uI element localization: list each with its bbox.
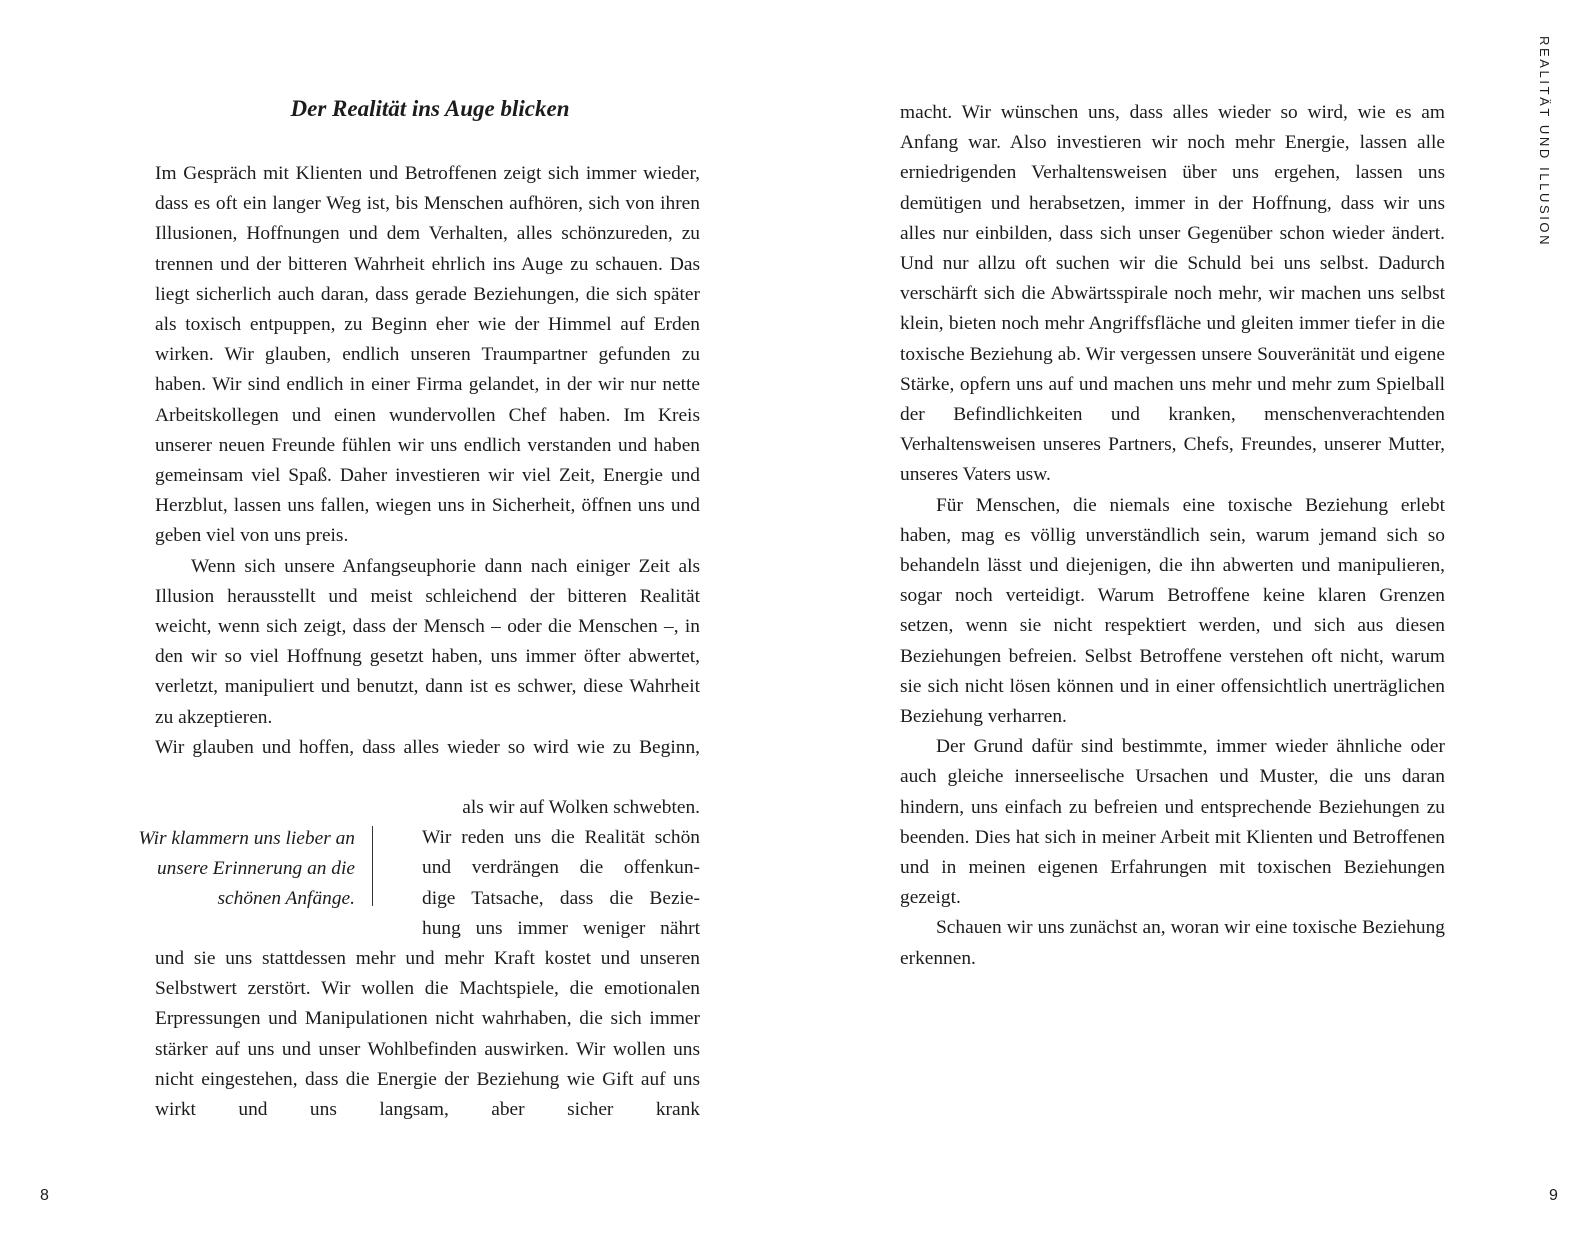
wrapped-line: Wir reden uns die Realität schön: [422, 827, 700, 849]
wrapped-line: dige Tatsache, dass die Bezie-: [422, 887, 700, 909]
paragraph: Wenn sich unsere Anfangseuphorie dann nach einiger Zeit als Illusion herausstellt und meist schleichend der bitteren Realität weicht, wenn sich zeigt, dass der Mensch – oder die Menschen –, in den wir so viel Hoffnung gesetzt haben, uns immer öfter abwertet, verletzt, manipuliert und benutzt, dann ist es schwer, diese Wahrheit zu akzeptieren.: [155, 555, 700, 728]
right-page: [797, 0, 1594, 1240]
page-number: 8: [40, 1187, 49, 1204]
paragraph-start: Wir glauben und hoffen, dass alles wieder so wird wie zu Beginn,: [155, 736, 700, 758]
wrapped-line: und verdrängen die offenkun-: [422, 857, 700, 879]
pull-quote-line: unsere Erinnerung an die: [156, 858, 355, 880]
paragraph: Für Menschen, die niemals eine toxische Beziehung erlebt haben, mag es völlig unverständlich sein, warum jemand sich so behandeln lässt und diejenigen, die ihn abwerten und manipulieren, sogar noch verteidigt. Warum Betroffene keine klaren Grenzen setzen, wenn sie nicht respektiert werden, und sich aus diesen Beziehungen befreien. Selbst Betroffene verstehen oft nicht, warum sie sich nicht lösen können und in einer offensichtlich unerträglichen Beziehung verharren.: [900, 494, 1445, 728]
section-heading: Der Realität ins Auge blicken: [290, 96, 570, 121]
paragraph: Schauen wir uns zunächst an, woran wir eine toxische Beziehung erkennen.: [900, 917, 1445, 969]
wrapped-line: hung uns immer weniger nährt: [422, 917, 700, 939]
right-body: [900, 98, 1445, 974]
paragraph-continued: und sie uns stattdessen mehr und mehr Kraft kostet und unseren Selbstwert zerstört. Wir wollen die Machtspiele, die emotionalen Erpressungen und Manipulationen nicht wahrhaben, die sich immer stärker auf uns und unser Wohlbefinden auswirken. Wir wollen uns nicht eingestehen, dass die Energie der Beziehung wie Gift auf uns wirkt und uns langsam, aber sicher krank: [155, 948, 700, 1121]
pull-quote-line: Wir klammern uns lieber an: [138, 828, 355, 849]
pull-quote-line: schönen Anfänge.: [217, 888, 355, 910]
wrapped-text-column: [422, 793, 700, 944]
wrapped-line: als wir auf Wolken schwebten.: [462, 797, 700, 818]
paragraph: Der Grund dafür sind bestimmte, immer wieder ähnliche oder auch gleiche innerseelische Ursachen und Muster, die uns daran hindern, uns einfach zu befreien und entsprechende Beziehungen zu beenden. Dies hat sich in meiner Arbeit mit Klienten und Betroffenen und in meinen eigenen Erfahrungen mit toxischen Beziehungen gezeigt.: [900, 736, 1445, 909]
paragraph: Im Gespräch mit Klienten und Betroffenen zeigt sich immer wieder, dass es oft ein langer Weg ist, bis Menschen aufhören, sich von ihren Illusionen, Hoffnungen und dem Verhalten, alles schönzureden, zu trennen und der bitteren Wahrheit ehrlich ins Auge zu schauen. Das liegt sicherlich auch daran, dass gerade Beziehungen, die sich später als toxisch entpuppen, zu Beginn eher wie der Himmel auf Erden wirken. Wir glauben, endlich unseren Traumpartner gefunden zu haben. Wir sind endlich in einer Firma gelandet, in der wir nur nette Arbeitskollegen und einen wundervollen Chef haben. Im Kreis unserer neuen Freunde fühlen wir uns endlich verstanden und haben gemeinsam viel Spaß. Daher investieren wir viel Zeit, Energie und Herzblut, lassen uns fallen, wiegen uns in Sicherheit, öffnen uns und geben viel von uns preis.: [155, 163, 700, 547]
left-body-top: [155, 159, 700, 763]
left-body-bottom: [155, 944, 700, 1125]
running-head: REALITÄT UND ILLUSION: [1537, 36, 1552, 248]
pull-quote-rule: [372, 826, 373, 906]
page-number: 9: [1549, 1187, 1558, 1204]
paragraph: macht. Wir wünschen uns, dass alles wieder so wird, wie es am Anfang war. Also investieren wir noch mehr Energie, lassen alle erniedrigenden Verhaltensweisen über uns ergehen, lassen uns demütigen und herabsetzen, immer in der Hoffnung, dass wir uns alles nur einbilden, dass sich unser Gegenüber schon wieder ändert. Und nur allzu oft suchen wir die Schuld bei uns selbst. Dadurch verschärft sich die Abwärtsspirale noch mehr, wir machen uns selbst klein, bieten noch mehr Angriffsfläche und gleiten immer tiefer in die toxische Beziehung ab. Wir vergessen unsere Souveränität und eigene Stärke, opfern uns auf und machen uns mehr und mehr zum Spielball der Befindlichkeiten und kranken, menschenverachtenden Verhaltensweisen unseres Partners, Chefs, Freundes, unserer Mutter, unseres Vaters usw.: [900, 102, 1445, 486]
pull-quote: [105, 824, 355, 915]
